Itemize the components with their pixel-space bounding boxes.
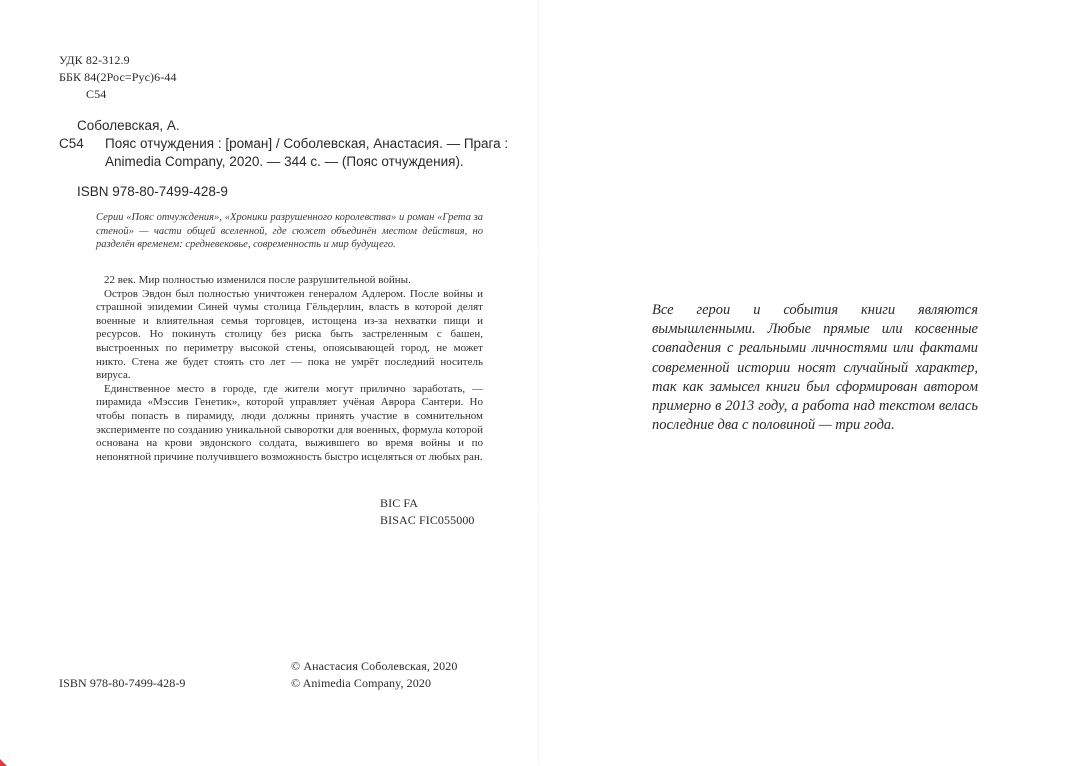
copyright-publisher: © Animedia Company, 2020 [291,676,432,690]
summary-paragraph: Единственное место в городе, где жители могут прилично заработать, — пирамида «Мэссив Генетик», которой управляет учёная Аврора Сантери. Но чтобы попасть в пирамиду, люди должны принять участие в сомнительном эксперименте по созданию уникальной сыворотки для военных, формула которой основана на крови эвдонского солдата, выжившего во время войны и по непонятной причине получившего возможность быстро исцеляться от любых ран. [96,382,483,463]
udk-code: УДК 82-312.9 [59,53,130,67]
isbn-main: ISBN 978-80-7499-428-9 [77,184,228,199]
isbn-footer: ISBN 978-80-7499-428-9 [59,676,186,690]
bisac-code: BISAC FIC055000 [380,513,475,527]
disclaimer [652,301,978,435]
copyright-author: © Анастасия Соболевская, 2020 [291,659,458,673]
author-mark: С54 [86,87,107,101]
summary-paragraph: 22 век. Мир полностью изменился после разрушительной войны. [104,274,411,286]
bic-code: BIC FA [380,496,419,510]
summary-paragraph: Остров Эвдон был полностью уничтожен генералом Адлером. После войны и страшной эпидемии Синей чумы столица Гёльдерлин, власть в которой делят военные и влиятельная семья торговцев, истощена из-за нехватки пищи и ресурсов. Но покинуть столицу без риска быть застреленным с башен, выстроенных по периметру высокой стены, опоясывающей город, не может никто. Стена же будет стоять сто лет — пока не умрёт последний носитель вируса. [96,287,483,382]
author-name: Соболевская, А. [77,118,180,133]
record-line-2: Animedia Company, 2020. — 344 с. — (Пояс отчуждения). [105,154,464,169]
series-note [96,211,483,252]
record-line-1: Пояс отчуждения : [роман] / Соболевская, Анастасия. — Прага : [105,136,509,151]
book-summary [96,274,483,464]
series-note-text: Серии «Пояс отчуждения», «Хроники разрушенного королевства» и роман «Грета за стеной» — части общей вселенной, где сюжет объединён местом действия, но разделён временем: средневековье, современность и мир будущего. [96,212,483,250]
disclaimer-text: Все герои и события книги являются вымышленными. Любые прямые или косвенные совпадения с реальными личностями или фактами современной истории носят случайный характер, так как замысел книги был сформирован автором примерно в 2013 году, а работа над текстом велась последние два с половиной — три года. [652,302,978,434]
bbk-code: ББК 84(2Рос=Рус)6-44 [59,70,177,84]
corner-marker [0,759,7,766]
call-mark: С54 [59,136,84,151]
